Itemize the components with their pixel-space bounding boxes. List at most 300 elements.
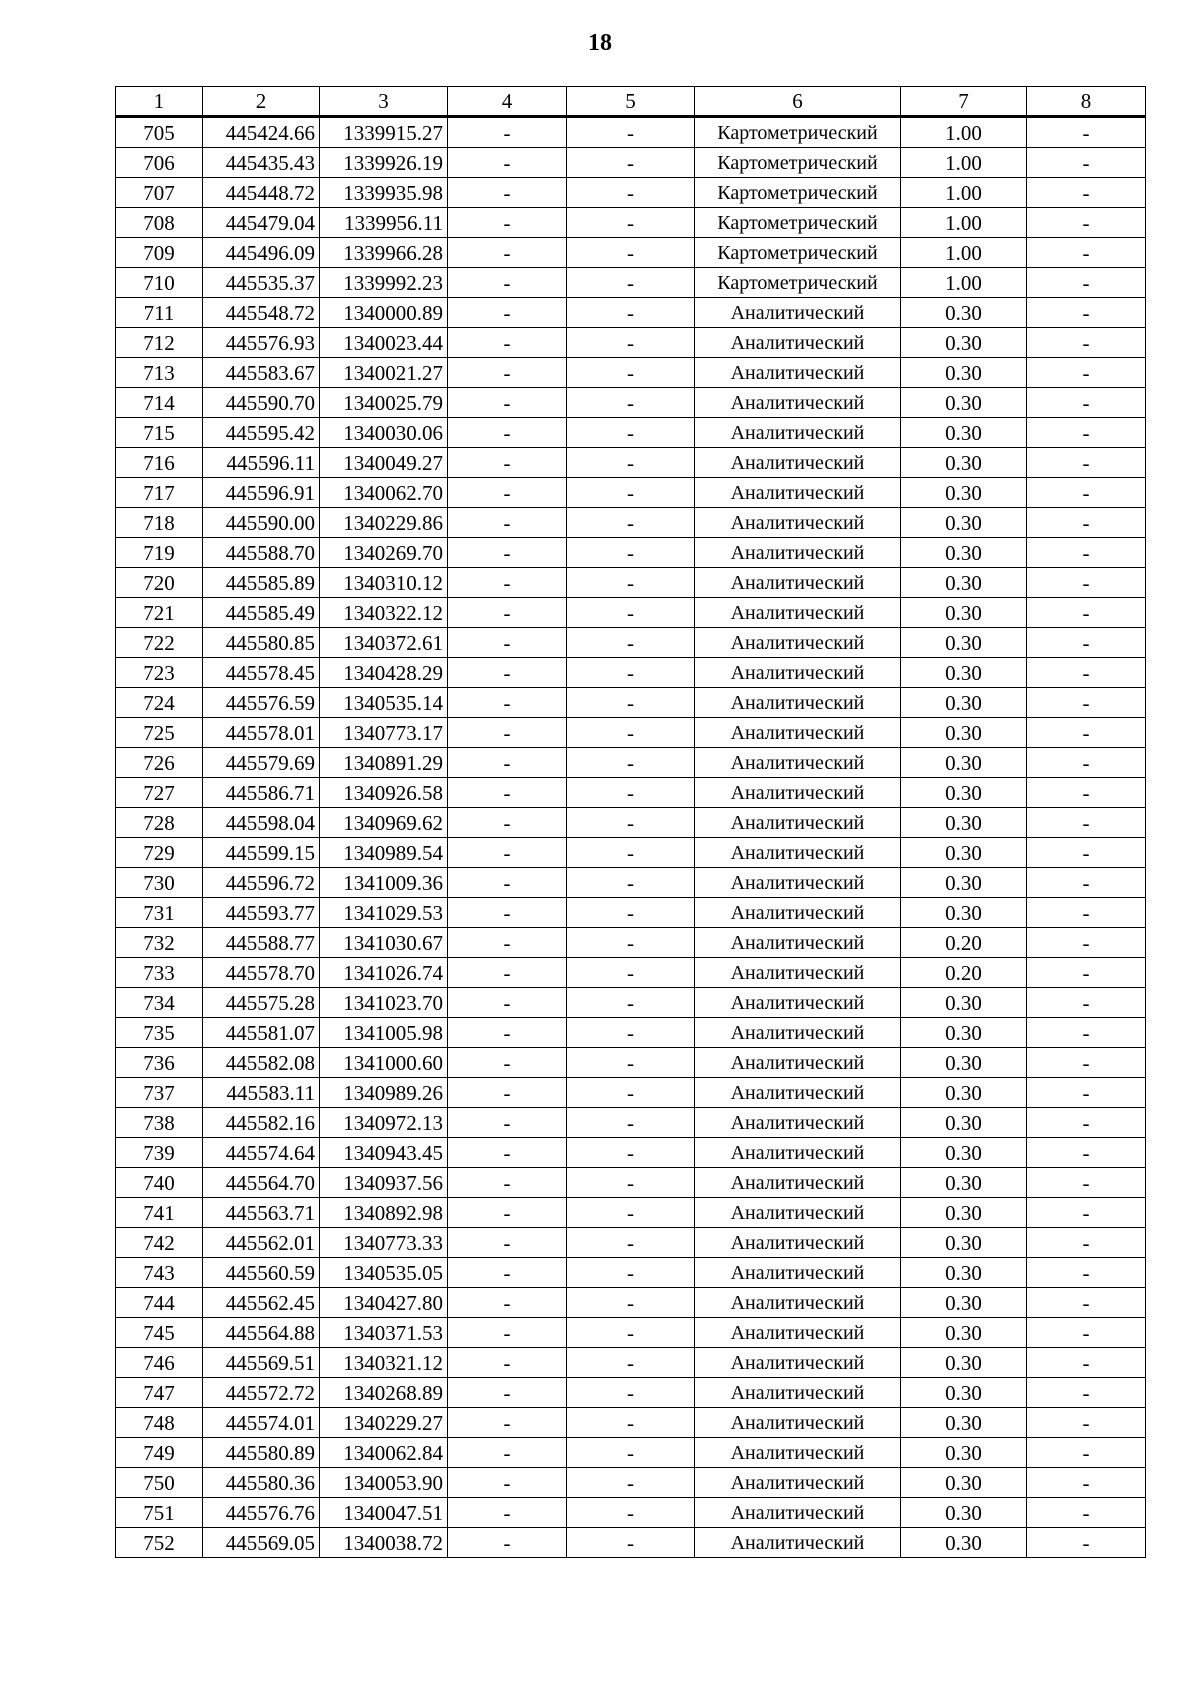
x-coordinate-cell: 445590.00 — [203, 508, 320, 538]
col4-cell: - — [448, 1198, 567, 1228]
method-cell: Аналитический — [695, 1378, 901, 1408]
accuracy-cell: 0.30 — [901, 598, 1027, 628]
col4-cell: - — [448, 838, 567, 868]
col5-cell: - — [567, 1228, 695, 1258]
col5-cell: - — [567, 1378, 695, 1408]
table-row — [116, 568, 1146, 598]
col4-cell: - — [448, 808, 567, 838]
col4-cell: - — [448, 1288, 567, 1318]
accuracy-cell: 0.30 — [901, 1258, 1027, 1288]
col8-cell: - — [1027, 148, 1146, 178]
col5-cell: - — [567, 358, 695, 388]
point-number-cell: 739 — [116, 1138, 203, 1168]
point-number-cell: 721 — [116, 598, 203, 628]
col5-cell: - — [567, 208, 695, 238]
col8-cell: - — [1027, 448, 1146, 478]
table-row — [116, 778, 1146, 808]
col4-cell: - — [448, 1438, 567, 1468]
header-cell: 3 — [320, 87, 448, 117]
method-cell: Аналитический — [695, 1348, 901, 1378]
col8-cell: - — [1027, 898, 1146, 928]
x-coordinate-cell: 445595.42 — [203, 418, 320, 448]
x-coordinate-cell: 445583.11 — [203, 1078, 320, 1108]
col8-cell: - — [1027, 1228, 1146, 1258]
point-number-cell: 748 — [116, 1408, 203, 1438]
point-number-cell: 725 — [116, 718, 203, 748]
col5-cell: - — [567, 1528, 695, 1558]
col8-cell: - — [1027, 598, 1146, 628]
col4-cell: - — [448, 1408, 567, 1438]
col4-cell: - — [448, 1378, 567, 1408]
col4-cell: - — [448, 1168, 567, 1198]
x-coordinate-cell: 445596.72 — [203, 868, 320, 898]
col5-cell: - — [567, 298, 695, 328]
header-row — [116, 87, 1146, 117]
method-cell: Аналитический — [695, 478, 901, 508]
x-coordinate-cell: 445579.69 — [203, 748, 320, 778]
y-coordinate-cell: 1340229.86 — [320, 508, 448, 538]
col8-cell: - — [1027, 328, 1146, 358]
col5-cell: - — [567, 148, 695, 178]
method-cell: Аналитический — [695, 898, 901, 928]
method-cell: Аналитический — [695, 958, 901, 988]
point-number-cell: 720 — [116, 568, 203, 598]
col5-cell: - — [567, 538, 695, 568]
col4-cell: - — [448, 658, 567, 688]
point-number-cell: 751 — [116, 1498, 203, 1528]
col8-cell: - — [1027, 658, 1146, 688]
method-cell: Аналитический — [695, 1048, 901, 1078]
method-cell: Аналитический — [695, 868, 901, 898]
col4-cell: - — [448, 117, 567, 148]
accuracy-cell: 1.00 — [901, 208, 1027, 238]
x-coordinate-cell: 445585.49 — [203, 598, 320, 628]
x-coordinate-cell: 445598.04 — [203, 808, 320, 838]
col4-cell: - — [448, 448, 567, 478]
col4-cell: - — [448, 778, 567, 808]
accuracy-cell: 0.30 — [901, 1198, 1027, 1228]
table-row — [116, 117, 1146, 148]
col5-cell: - — [567, 748, 695, 778]
accuracy-cell: 0.30 — [901, 298, 1027, 328]
x-coordinate-cell: 445596.11 — [203, 448, 320, 478]
table-row — [116, 208, 1146, 238]
point-number-cell: 747 — [116, 1378, 203, 1408]
col8-cell: - — [1027, 208, 1146, 238]
method-cell: Аналитический — [695, 1288, 901, 1318]
col8-cell: - — [1027, 238, 1146, 268]
col8-cell: - — [1027, 1198, 1146, 1228]
col5-cell: - — [567, 268, 695, 298]
table-row — [116, 988, 1146, 1018]
method-cell: Аналитический — [695, 808, 901, 838]
accuracy-cell: 1.00 — [901, 178, 1027, 208]
y-coordinate-cell: 1340428.29 — [320, 658, 448, 688]
method-cell: Аналитический — [695, 598, 901, 628]
point-number-cell: 710 — [116, 268, 203, 298]
method-cell: Аналитический — [695, 1498, 901, 1528]
x-coordinate-cell: 445582.16 — [203, 1108, 320, 1138]
table-row — [116, 868, 1146, 898]
table-row — [116, 1378, 1146, 1408]
col8-cell: - — [1027, 1138, 1146, 1168]
col8-cell: - — [1027, 538, 1146, 568]
col4-cell: - — [448, 208, 567, 238]
x-coordinate-cell: 445479.04 — [203, 208, 320, 238]
y-coordinate-cell: 1340989.26 — [320, 1078, 448, 1108]
y-coordinate-cell: 1340969.62 — [320, 808, 448, 838]
col5-cell: - — [567, 1078, 695, 1108]
y-coordinate-cell: 1340038.72 — [320, 1528, 448, 1558]
method-cell: Аналитический — [695, 358, 901, 388]
method-cell: Картометрический — [695, 178, 901, 208]
point-number-cell: 711 — [116, 298, 203, 328]
col5-cell: - — [567, 117, 695, 148]
x-coordinate-cell: 445585.89 — [203, 568, 320, 598]
accuracy-cell: 1.00 — [901, 238, 1027, 268]
y-coordinate-cell: 1340053.90 — [320, 1468, 448, 1498]
col4-cell: - — [448, 178, 567, 208]
table-row — [116, 358, 1146, 388]
x-coordinate-cell: 445424.66 — [203, 117, 320, 148]
accuracy-cell: 0.30 — [901, 628, 1027, 658]
col4-cell: - — [448, 238, 567, 268]
accuracy-cell: 0.30 — [901, 1048, 1027, 1078]
col4-cell: - — [448, 148, 567, 178]
point-number-cell: 709 — [116, 238, 203, 268]
point-number-cell: 717 — [116, 478, 203, 508]
x-coordinate-cell: 445548.72 — [203, 298, 320, 328]
y-coordinate-cell: 1339926.19 — [320, 148, 448, 178]
x-coordinate-cell: 445448.72 — [203, 178, 320, 208]
table-row — [116, 808, 1146, 838]
header-cell: 5 — [567, 87, 695, 117]
x-coordinate-cell: 445569.05 — [203, 1528, 320, 1558]
accuracy-cell: 1.00 — [901, 148, 1027, 178]
col4-cell: - — [448, 988, 567, 1018]
col5-cell: - — [567, 238, 695, 268]
table-row — [116, 448, 1146, 478]
col8-cell: - — [1027, 748, 1146, 778]
table-row — [116, 1498, 1146, 1528]
y-coordinate-cell: 1340972.13 — [320, 1108, 448, 1138]
accuracy-cell: 0.30 — [901, 1228, 1027, 1258]
col5-cell: - — [567, 388, 695, 418]
method-cell: Аналитический — [695, 568, 901, 598]
x-coordinate-cell: 445563.71 — [203, 1198, 320, 1228]
col5-cell: - — [567, 1468, 695, 1498]
col8-cell: - — [1027, 568, 1146, 598]
col4-cell: - — [448, 358, 567, 388]
col8-cell: - — [1027, 388, 1146, 418]
col4-cell: - — [448, 748, 567, 778]
table-header — [116, 87, 1146, 117]
table-body — [116, 117, 1146, 1558]
method-cell: Аналитический — [695, 1258, 901, 1288]
x-coordinate-cell: 445580.85 — [203, 628, 320, 658]
x-coordinate-cell: 445580.36 — [203, 1468, 320, 1498]
col5-cell: - — [567, 568, 695, 598]
x-coordinate-cell: 445569.51 — [203, 1348, 320, 1378]
table-row — [116, 748, 1146, 778]
point-number-cell: 744 — [116, 1288, 203, 1318]
col8-cell: - — [1027, 988, 1146, 1018]
col4-cell: - — [448, 1078, 567, 1108]
point-number-cell: 707 — [116, 178, 203, 208]
col5-cell: - — [567, 328, 695, 358]
table-row — [116, 838, 1146, 868]
table-row — [116, 178, 1146, 208]
table-row — [116, 898, 1146, 928]
y-coordinate-cell: 1341023.70 — [320, 988, 448, 1018]
table-row — [116, 1408, 1146, 1438]
method-cell: Аналитический — [695, 988, 901, 1018]
point-number-cell: 749 — [116, 1438, 203, 1468]
col4-cell: - — [448, 1018, 567, 1048]
method-cell: Аналитический — [695, 688, 901, 718]
accuracy-cell: 0.20 — [901, 928, 1027, 958]
accuracy-cell: 0.30 — [901, 418, 1027, 448]
x-coordinate-cell: 445582.08 — [203, 1048, 320, 1078]
accuracy-cell: 0.30 — [901, 838, 1027, 868]
x-coordinate-cell: 445576.76 — [203, 1498, 320, 1528]
table-row — [116, 1198, 1146, 1228]
method-cell: Аналитический — [695, 628, 901, 658]
table-row — [116, 928, 1146, 958]
x-coordinate-cell: 445581.07 — [203, 1018, 320, 1048]
method-cell: Аналитический — [695, 1468, 901, 1498]
table-row — [116, 1528, 1146, 1558]
method-cell: Аналитический — [695, 1138, 901, 1168]
accuracy-cell: 0.30 — [901, 1528, 1027, 1558]
point-number-cell: 730 — [116, 868, 203, 898]
accuracy-cell: 0.30 — [901, 778, 1027, 808]
y-coordinate-cell: 1340535.05 — [320, 1258, 448, 1288]
col8-cell: - — [1027, 1318, 1146, 1348]
accuracy-cell: 0.30 — [901, 358, 1027, 388]
table-row — [116, 1168, 1146, 1198]
x-coordinate-cell: 445560.59 — [203, 1258, 320, 1288]
y-coordinate-cell: 1341005.98 — [320, 1018, 448, 1048]
point-number-cell: 736 — [116, 1048, 203, 1078]
col4-cell: - — [448, 1498, 567, 1528]
y-coordinate-cell: 1340322.12 — [320, 598, 448, 628]
y-coordinate-cell: 1340000.89 — [320, 298, 448, 328]
col5-cell: - — [567, 988, 695, 1018]
point-number-cell: 715 — [116, 418, 203, 448]
col5-cell: - — [567, 868, 695, 898]
col5-cell: - — [567, 478, 695, 508]
table-row — [116, 238, 1146, 268]
col4-cell: - — [448, 298, 567, 328]
col5-cell: - — [567, 1168, 695, 1198]
accuracy-cell: 0.30 — [901, 748, 1027, 778]
table-row — [116, 478, 1146, 508]
col4-cell: - — [448, 688, 567, 718]
table-row — [116, 1108, 1146, 1138]
col5-cell: - — [567, 1258, 695, 1288]
col4-cell: - — [448, 958, 567, 988]
accuracy-cell: 0.30 — [901, 1168, 1027, 1198]
col5-cell: - — [567, 1018, 695, 1048]
col8-cell: - — [1027, 628, 1146, 658]
col8-cell: - — [1027, 928, 1146, 958]
y-coordinate-cell: 1339956.11 — [320, 208, 448, 238]
col4-cell: - — [448, 598, 567, 628]
page-number: 18 — [588, 30, 612, 56]
x-coordinate-cell: 445535.37 — [203, 268, 320, 298]
point-number-cell: 741 — [116, 1198, 203, 1228]
y-coordinate-cell: 1341000.60 — [320, 1048, 448, 1078]
y-coordinate-cell: 1340943.45 — [320, 1138, 448, 1168]
y-coordinate-cell: 1340937.56 — [320, 1168, 448, 1198]
col8-cell: - — [1027, 958, 1146, 988]
point-number-cell: 713 — [116, 358, 203, 388]
y-coordinate-cell: 1341026.74 — [320, 958, 448, 988]
point-number-cell: 745 — [116, 1318, 203, 1348]
table-row — [116, 418, 1146, 448]
col8-cell: - — [1027, 868, 1146, 898]
table-row — [116, 1048, 1146, 1078]
method-cell: Картометрический — [695, 238, 901, 268]
accuracy-cell: 0.30 — [901, 388, 1027, 418]
accuracy-cell: 0.20 — [901, 958, 1027, 988]
col5-cell: - — [567, 1498, 695, 1528]
header-cell: 1 — [116, 87, 203, 117]
y-coordinate-cell: 1340321.12 — [320, 1348, 448, 1378]
table-row — [116, 1438, 1146, 1468]
method-cell: Аналитический — [695, 1408, 901, 1438]
accuracy-cell: 0.30 — [901, 658, 1027, 688]
method-cell: Аналитический — [695, 538, 901, 568]
point-number-cell: 737 — [116, 1078, 203, 1108]
header-cell: 6 — [695, 87, 901, 117]
col8-cell: - — [1027, 268, 1146, 298]
col8-cell: - — [1027, 1078, 1146, 1108]
col5-cell: - — [567, 418, 695, 448]
point-number-cell: 718 — [116, 508, 203, 538]
accuracy-cell: 0.30 — [901, 478, 1027, 508]
col5-cell: - — [567, 1198, 695, 1228]
accuracy-cell: 0.30 — [901, 1468, 1027, 1498]
point-number-cell: 706 — [116, 148, 203, 178]
col4-cell: - — [448, 268, 567, 298]
col8-cell: - — [1027, 178, 1146, 208]
point-number-cell: 729 — [116, 838, 203, 868]
method-cell: Аналитический — [695, 1528, 901, 1558]
col8-cell: - — [1027, 1108, 1146, 1138]
col8-cell: - — [1027, 508, 1146, 538]
y-coordinate-cell: 1340268.89 — [320, 1378, 448, 1408]
coordinates-table — [115, 86, 1146, 1558]
col5-cell: - — [567, 1318, 695, 1348]
y-coordinate-cell: 1341030.67 — [320, 928, 448, 958]
method-cell: Картометрический — [695, 148, 901, 178]
accuracy-cell: 0.30 — [901, 1378, 1027, 1408]
x-coordinate-cell: 445576.59 — [203, 688, 320, 718]
method-cell: Картометрический — [695, 117, 901, 148]
col4-cell: - — [448, 478, 567, 508]
y-coordinate-cell: 1340047.51 — [320, 1498, 448, 1528]
col8-cell: - — [1027, 1378, 1146, 1408]
table-row — [116, 148, 1146, 178]
col4-cell: - — [448, 868, 567, 898]
x-coordinate-cell: 445580.89 — [203, 1438, 320, 1468]
x-coordinate-cell: 445599.15 — [203, 838, 320, 868]
y-coordinate-cell: 1340062.70 — [320, 478, 448, 508]
method-cell: Аналитический — [695, 1018, 901, 1048]
col5-cell: - — [567, 1408, 695, 1438]
col8-cell: - — [1027, 1498, 1146, 1528]
col5-cell: - — [567, 718, 695, 748]
point-number-cell: 722 — [116, 628, 203, 658]
header-cell: 7 — [901, 87, 1027, 117]
x-coordinate-cell: 445596.91 — [203, 478, 320, 508]
accuracy-cell: 0.30 — [901, 448, 1027, 478]
col5-cell: - — [567, 1288, 695, 1318]
x-coordinate-cell: 445578.45 — [203, 658, 320, 688]
accuracy-cell: 0.30 — [901, 1288, 1027, 1318]
accuracy-cell: 0.30 — [901, 1078, 1027, 1108]
method-cell: Аналитический — [695, 1078, 901, 1108]
col4-cell: - — [448, 898, 567, 928]
y-coordinate-cell: 1340427.80 — [320, 1288, 448, 1318]
table-row — [116, 1138, 1146, 1168]
col5-cell: - — [567, 658, 695, 688]
col5-cell: - — [567, 628, 695, 658]
y-coordinate-cell: 1339935.98 — [320, 178, 448, 208]
method-cell: Аналитический — [695, 298, 901, 328]
table-row — [116, 508, 1146, 538]
col4-cell: - — [448, 568, 567, 598]
col8-cell: - — [1027, 1048, 1146, 1078]
table-row — [116, 658, 1146, 688]
x-coordinate-cell: 445496.09 — [203, 238, 320, 268]
point-number-cell: 752 — [116, 1528, 203, 1558]
point-number-cell: 733 — [116, 958, 203, 988]
accuracy-cell: 0.30 — [901, 568, 1027, 598]
x-coordinate-cell: 445562.45 — [203, 1288, 320, 1318]
col5-cell: - — [567, 598, 695, 628]
col5-cell: - — [567, 898, 695, 928]
point-number-cell: 740 — [116, 1168, 203, 1198]
col4-cell: - — [448, 1468, 567, 1498]
y-coordinate-cell: 1340535.14 — [320, 688, 448, 718]
method-cell: Аналитический — [695, 928, 901, 958]
accuracy-cell: 0.30 — [901, 688, 1027, 718]
method-cell: Аналитический — [695, 1108, 901, 1138]
method-cell: Аналитический — [695, 328, 901, 358]
point-number-cell: 723 — [116, 658, 203, 688]
method-cell: Аналитический — [695, 418, 901, 448]
col8-cell: - — [1027, 718, 1146, 748]
y-coordinate-cell: 1340310.12 — [320, 568, 448, 598]
col8-cell: - — [1027, 117, 1146, 148]
x-coordinate-cell: 445593.77 — [203, 898, 320, 928]
table-row — [116, 268, 1146, 298]
method-cell: Аналитический — [695, 658, 901, 688]
point-number-cell: 743 — [116, 1258, 203, 1288]
accuracy-cell: 0.30 — [901, 1108, 1027, 1138]
x-coordinate-cell: 445564.70 — [203, 1168, 320, 1198]
y-coordinate-cell: 1339992.23 — [320, 268, 448, 298]
method-cell: Аналитический — [695, 1438, 901, 1468]
col4-cell: - — [448, 1138, 567, 1168]
accuracy-cell: 0.30 — [901, 1438, 1027, 1468]
point-number-cell: 742 — [116, 1228, 203, 1258]
x-coordinate-cell: 445574.01 — [203, 1408, 320, 1438]
table-row — [116, 1018, 1146, 1048]
